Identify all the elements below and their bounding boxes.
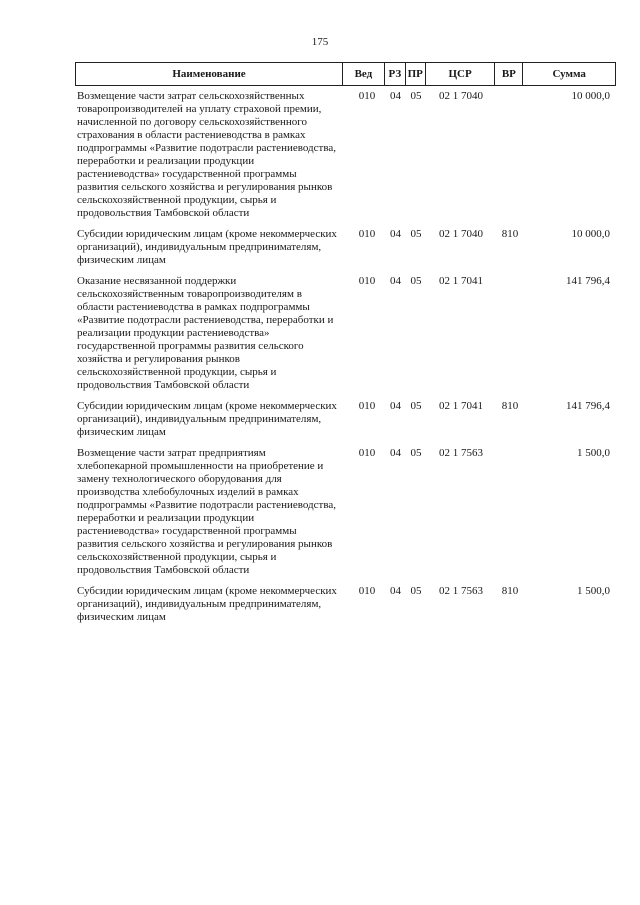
row-rz: 04 [390,447,401,459]
row-ved: 010 [358,228,376,240]
row-csr: 02 1 7040 [439,228,483,240]
budget-table [75,62,616,632]
row-name: Субсидии юридическим лицам (кроме некоммерческих организаций), индивидуальным предпринимателям, физическим лицам [77,228,337,266]
header-pr: ПР [406,63,426,85]
row-pr: 05 [410,585,422,597]
row-name: Возмещение части затрат сельскохозяйственных товаропроизводителей на уплату страховой премии, начисленной по договору сельскохозяйственного страхования в области растениеводства в рамках подпрограммы «Развитие подотрасли растениеводства, переработки и реализации продукции растениеводства» государственной программы развития сельского хозяйства и регулирования рынков сельскохозяйственной продукции, сырья и продовольствия Тамбовской области [77,90,336,219]
row-name: Субсидии юридическим лицам (кроме некоммерческих организаций), индивидуальным предпринимателям, физическим лицам [77,400,337,438]
table-row [75,228,616,267]
row-ved: 010 [358,585,376,597]
header-rz: РЗ [385,63,406,85]
table-body [75,90,616,624]
row-csr: 02 1 7563 [439,585,483,597]
row-ved: 010 [358,447,376,459]
row-rz: 04 [390,90,401,102]
row-pr: 05 [410,90,422,102]
table-row [75,275,616,392]
table-row [75,90,616,220]
row-rz: 04 [390,400,401,412]
row-sum: 1 500,0 [577,447,610,459]
header-ved: Вед [343,63,385,85]
row-pr: 05 [410,447,422,459]
row-rz: 04 [390,275,401,287]
row-sum: 10 000,0 [571,228,610,240]
table-row [75,585,616,624]
row-pr: 05 [410,228,422,240]
row-pr: 05 [410,400,422,412]
row-vr: 810 [501,400,519,412]
row-pr: 05 [410,275,422,287]
row-name: Оказание несвязанной поддержки сельскохозяйственным товаропроизводителям в области растениеводства в рамках подпрограммы «Развитие подотрасли растениеводства, переработки и реализации продукции растениеводства» государственной программы развития сельского хозяйства и регулирования рынков сельскохозяйственной продукции, сырья и продовольствия Тамбовской области [77,275,334,391]
page-number: 175 [311,36,329,48]
table-header [75,62,616,86]
row-rz: 04 [390,228,401,240]
row-rz: 04 [390,585,401,597]
row-ved: 010 [358,400,376,412]
row-sum: 1 500,0 [577,585,610,597]
row-sum: 10 000,0 [571,90,610,102]
row-ved: 010 [358,275,376,287]
row-name: Возмещение части затрат предприятиям хлебопекарной промышленности на приобретение и замену технологического оборудования для производства хлебобулочных изделий в рамках подпрограммы «Развитие подотрасли растениеводства, переработки и реализации продукции растениеводства» государственной программы развития сельского хозяйства и регулирования рынков сельскохозяйственной продукции, сырья и продовольствия Тамбовской области [77,447,336,576]
row-csr: 02 1 7041 [439,275,483,287]
row-vr: 810 [501,228,519,240]
header-vr: ВР [495,63,523,85]
row-vr: 810 [501,585,519,597]
row-csr: 02 1 7041 [439,400,483,412]
table-row [75,400,616,439]
header-csr: ЦСР [426,63,496,85]
header-sum: Сумма [552,68,586,80]
row-ved: 010 [358,90,376,102]
row-name: Субсидии юридическим лицам (кроме некоммерческих организаций), индивидуальным предпринимателям, физическим лицам [77,585,337,623]
row-csr: 02 1 7040 [439,90,483,102]
header-name: Наименование [76,63,343,85]
row-sum: 141 796,4 [566,400,610,412]
row-csr: 02 1 7563 [439,447,483,459]
table-row [75,447,616,577]
row-sum: 141 796,4 [566,275,610,287]
